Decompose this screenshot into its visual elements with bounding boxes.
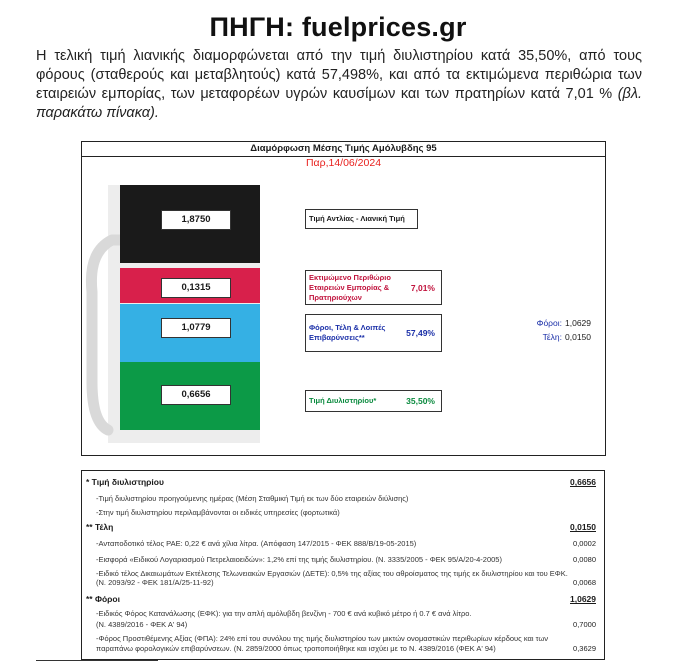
- fuel-nozzle-hose-icon: [82, 232, 120, 437]
- fees-section-label: ** Τέλη: [86, 522, 114, 532]
- refinery-section-value: 0,6656: [570, 477, 596, 487]
- fees-side-value: 0,0150: [565, 332, 591, 342]
- refinery-price-label-text: Τιμή Διυλιστηρίου*: [309, 396, 377, 405]
- source-heading: ΠΗΓΗ: fuelprices.gr: [209, 12, 467, 42]
- tax-item-vat-value: 0,3629: [573, 644, 596, 653]
- margin-label-text: Εκτιμώμενο Περιθώριο Εταιρειών Εμπορίας & Πρατηριούχων: [309, 272, 391, 302]
- panel-date: Παρ,14/06/2024: [305, 157, 382, 169]
- fee-item-dete-line1: -Ειδικό τέλος Δικαιωμάτων Εκτέλεσης Τελωνειακών Εργασιών (ΔΕΤΕ): 0,5% της αξίας του αθροίσματος της τιμής εκ διυλιστηρίου και του ΕΦΚ.: [96, 569, 568, 578]
- fee-item-elp: -Εισφορά «Ειδικού Λογαριασμού Πετρελαιοειδών»: 1,2% επί της τιμής διυλιστηρίου. (Ν. 3335/2005 - ΦΕΚ 95/Α/20-4-2005): [96, 555, 502, 564]
- taxes-section-label: ** Φόροι: [86, 594, 120, 604]
- panel-title: Διαμόρφωση Μέσης Τιμής Αμόλυβδης 95: [82, 142, 605, 157]
- retail-price-value: 1,8750: [161, 210, 231, 230]
- tax-item-efk-value: 0,7000: [573, 620, 596, 629]
- tax-item-vat-line2: παραπάνω φορολογικών επιβαρύνσεων. (Ν. 2859/2000 όπως τροποποιήθηκε και ισχύει με το Ν. 4389/2016 (ΦΕΚ Α' 94): [96, 644, 496, 653]
- fees-section-value: 0,0150: [570, 522, 596, 532]
- fee-item-elp-value: 0,0080: [573, 555, 596, 564]
- fees-side-label: Τέλη:: [542, 332, 562, 342]
- fee-item-rae: -Ανταποδοτικό τέλος ΡΑΕ: 0,22 € ανά χίλια λίτρα. (Απόφαση 147/2015 - ΦΕΚ 888/Β/19-05-2015): [96, 539, 417, 548]
- taxes-fees-value: 1,0779: [161, 318, 231, 338]
- refinery-note-2: -Στην τιμή διυλιστηρίου περιλαμβάνονται οι ειδικές υπηρεσίες (φορτωτικά): [96, 508, 340, 517]
- retail-price-label: [305, 209, 418, 229]
- taxes-side-value: 1,0629: [565, 318, 591, 328]
- footnote-divider: [36, 660, 158, 661]
- intro-paragraph: [36, 47, 642, 123]
- pump-base: [120, 430, 260, 442]
- taxes-fees-percent: 57,49%: [406, 328, 435, 338]
- taxes-fees-label: [305, 314, 442, 352]
- refinery-section-label: * Τιμή διυλιστηρίου: [86, 477, 164, 487]
- refinery-note-1: -Τιμή διυλιστηρίου προηγούμενης ημέρας (Μέση Σταθμική Τιμή εκ των δύο εταιρειών διύλισης): [96, 494, 409, 503]
- taxes-fees-label-text: Φόροι, Τέλη & Λοιπές Επιβαρύνσεις**: [309, 323, 386, 342]
- taxes-side-label: Φόροι:: [536, 318, 562, 328]
- tax-item-vat-line1: -Φόρος Προστιθέμενης Αξίας (ΦΠΑ): 24% επί του συνόλου της τιμής διυλιστηρίου των μικτών ονομαστικών περιθωρίων κέρδους και των: [96, 634, 549, 643]
- tax-item-efk-line1: -Ειδικός Φόρος Κατανάλωσης (ΕΦΚ): για την απλή αμόλυβδη βενζίνη - 700 € ανά κυβικό μέτρο ή 0.7 € ανά λίτρο.: [96, 609, 472, 618]
- tax-item-efk-line2: (Ν. 4389/2016 - ΦΕΚ Α' 94): [96, 620, 188, 629]
- fee-item-rae-value: 0,0002: [573, 539, 596, 548]
- taxes-section-value: 1,0629: [570, 594, 596, 604]
- refinery-price-value: 0,6656: [161, 385, 231, 405]
- fee-item-dete-value: 0,0068: [573, 578, 596, 587]
- intro-text: Η τελική τιμή λιανικής διαμορφώνεται από την τιμή διυλιστηρίου κατά 35,50%, από τους φόρους (σταθερούς και μεταβλητούς) κατά 57,498%, και από τα εκτιμώμενα περιθώρια των εταιρειών εμπορίας, των μεταφορέων υγρών καυσίμων και των πρατηρίων κατά 7,01 %: [36, 48, 642, 102]
- margin-percent: 7,01%: [410, 282, 435, 293]
- retail-price-label-text: Τιμή Αντλίας - Λιανική Τιμή: [309, 214, 405, 223]
- fee-item-dete-line2: (Ν. 2093/92 - ΦΕΚ 181/Α/25-11-92): [96, 578, 214, 587]
- refinery-percent: 35,50%: [406, 396, 435, 406]
- margin-value: 0,1315: [161, 278, 231, 298]
- margin-label: [305, 270, 442, 305]
- refinery-price-label: [305, 390, 442, 412]
- intro-italic-note: (βλ. παρακάτω πίνακα).: [36, 86, 642, 121]
- price-components-table: [81, 470, 605, 660]
